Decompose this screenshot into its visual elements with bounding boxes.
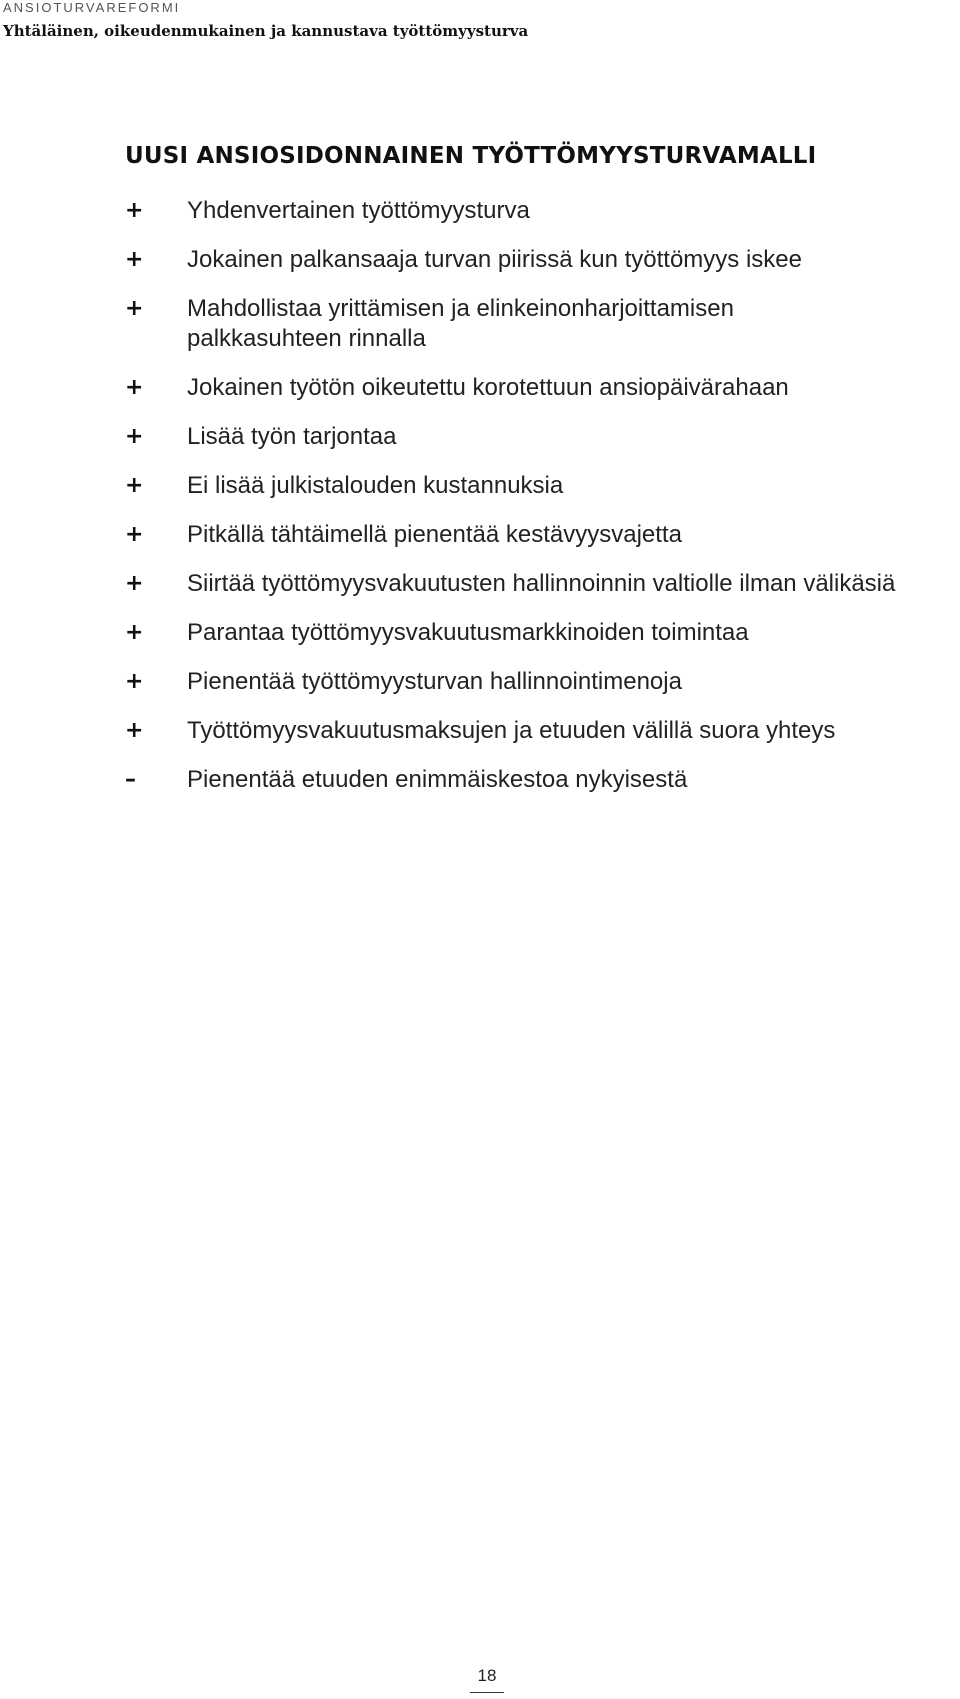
series-label: ANSIOTURVAREFORMI [3, 0, 181, 15]
document-subtitle: Yhtäläinen, oikeudenmukainen ja kannustava työttömyysturva [3, 22, 529, 40]
list-item [125, 373, 960, 403]
list-item-text: Ei lisää julkistalouden kustannuksia [187, 472, 564, 499]
plus-marker: + [125, 375, 144, 400]
list-item [125, 245, 960, 275]
plus-marker: + [125, 571, 144, 596]
section-heading: UUSI ANSIOSIDONNAINEN TYÖTTÖMYYSTURVAMALLI [125, 143, 817, 169]
list-item-text: Työttömyysvakuutusmaksujen ja etuuden välillä suora yhteys [187, 717, 836, 744]
list-item [125, 196, 960, 226]
plus-marker: + [125, 198, 144, 223]
list-item-text: Jokainen työtön oikeutettu korotettuun ansiopäivärahaan [187, 374, 789, 401]
list-item-text: Yhdenvertainen työttömyysturva [187, 197, 530, 224]
list-item [125, 667, 960, 697]
feature-list [125, 196, 960, 814]
list-item-text: Pienentää työttömyysturvan hallinnointimenoja [187, 668, 682, 695]
list-item-text: Mahdollistaa yrittämisen ja elinkeinonharjoittamisen palkkasuhteen rinnalla [187, 295, 734, 352]
plus-marker: + [125, 620, 144, 645]
list-item [125, 422, 960, 452]
list-item [125, 520, 960, 550]
list-item-text: Pitkällä tähtäimellä pienentää kestävyysvajetta [187, 521, 682, 548]
list-item [125, 618, 960, 648]
list-item-text: Parantaa työttömyysvakuutusmarkkinoiden toimintaa [187, 619, 749, 646]
list-item [125, 471, 960, 501]
plus-marker: + [125, 247, 144, 272]
plus-marker: + [125, 522, 144, 547]
list-item-text: Lisää työn tarjontaa [187, 423, 397, 450]
page-number: 18 [470, 1666, 505, 1693]
plus-marker: + [125, 424, 144, 449]
plus-marker: + [125, 473, 144, 498]
plus-marker: + [125, 718, 144, 743]
plus-marker: + [125, 669, 144, 694]
list-item [125, 294, 960, 354]
running-header [3, 0, 528, 40]
list-item [125, 569, 960, 599]
list-item [125, 716, 960, 746]
minus-marker: – [125, 767, 136, 792]
plus-marker: + [125, 296, 144, 321]
list-item [125, 765, 960, 795]
list-item-text: Siirtää työttömyysvakuutusten hallinnoinnin valtiolle ilman välikäsiä [187, 570, 896, 597]
list-item-text: Jokainen palkansaaja turvan piirissä kun työttömyys iskee [187, 246, 802, 273]
page-footer [0, 1666, 960, 1693]
list-item-text: Pienentää etuuden enimmäiskestoa nykyisestä [187, 766, 688, 793]
